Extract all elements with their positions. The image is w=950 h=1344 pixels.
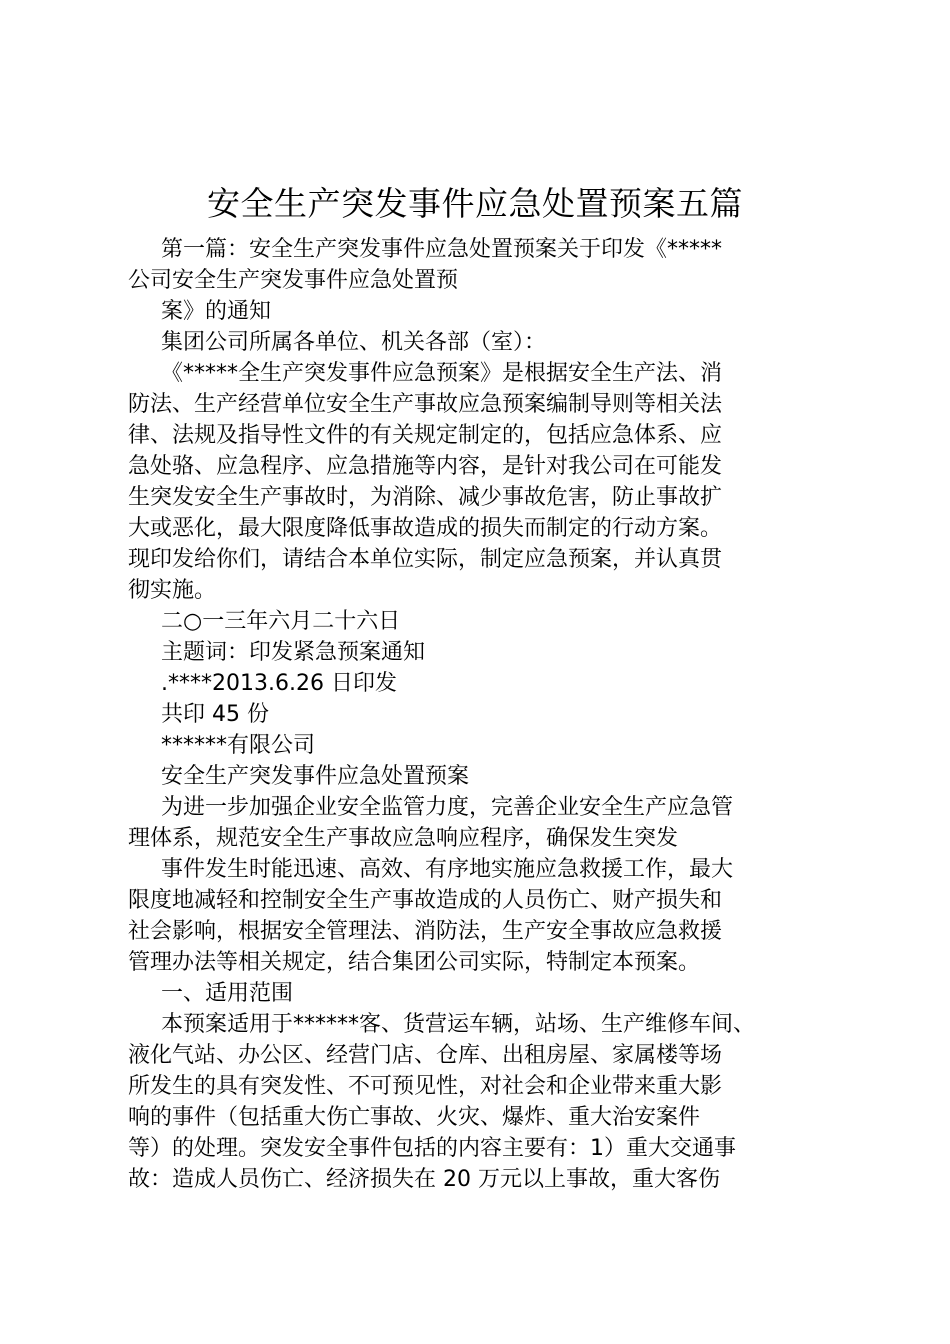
paragraph-line: 现印发给你们，请结合本单位实际，制定应急预案，并认真贯 xyxy=(128,547,723,572)
paragraph-line: 急处骆、应急程序、应急措施等内容，是针对我公司在可能发 xyxy=(128,454,723,479)
paragraph-line: 公司安全生产突发事件应急处置预 xyxy=(128,268,459,293)
paragraph-line: 第一篇：安全生产突发事件应急处置预案关于印发《***** xyxy=(161,237,723,262)
paragraph-line: 彻实施。 xyxy=(128,578,217,603)
paragraph-line: 液化气站、办公区、经营门店、仓库、出租房屋、家属楼等场 xyxy=(128,1043,723,1068)
paragraph-line: 理体系，规范安全生产事故应急响应程序，确保发生突发 xyxy=(128,826,679,851)
paragraph-line: 一、适用范围 xyxy=(161,981,294,1006)
paragraph-line: 响的事件（包括重大伤亡事故、火灾、爆炸、重大治安案件 xyxy=(128,1105,701,1130)
paragraph-line: 共印 45 份 xyxy=(161,702,269,727)
paragraph-line: 等）的处理。突发安全事件包括的内容主要有：1）重大交通事 xyxy=(128,1136,736,1161)
paragraph-line: ******有限公司 xyxy=(161,733,316,758)
paragraph-line: 所发生的具有突发性、不可预见性，对社会和企业带来重大影 xyxy=(128,1074,723,1099)
document-body xyxy=(128,234,838,1195)
paragraph-line: 大或恶化，最大限度降低事故造成的损失而制定的行动方案。 xyxy=(128,516,723,541)
paragraph-line: 本预案适用于******客、货营运车辆，站场、生产维修车间、 xyxy=(161,1012,756,1037)
paragraph-line: 案》的通知 xyxy=(161,299,272,324)
paragraph-line: 限度地减轻和控制安全生产事故造成的人员伤亡、财产损失和 xyxy=(128,888,723,913)
paragraph-line: 集团公司所属各单位、机关各部（室）： xyxy=(161,330,547,355)
paragraph-line: 生突发安全生产事故时，为消除、减少事故危害，防止事故扩 xyxy=(128,485,723,510)
paragraph-line: 安全生产突发事件应急处置预案 xyxy=(161,764,470,789)
paragraph-line: 事件发生时能迅速、高效、有序地实施应急救援工作，最大 xyxy=(161,857,734,882)
paragraph-line: 主题词：印发紧急预案通知 xyxy=(161,640,426,665)
paragraph-line: 《*****全生产突发事件应急预案》是根据安全生产法、消 xyxy=(161,361,723,386)
paragraph-line: .****2013.6.26 日印发 xyxy=(161,671,397,696)
paragraph-line: 管理办法等相关规定，结合集团公司实际，特制定本预案。 xyxy=(128,950,701,975)
paragraph-line: 社会影响，根据安全管理法、消防法，生产安全事故应急救援 xyxy=(128,919,723,944)
paragraph-line: 为进一步加强企业安全监管力度，完善企业安全生产应急管 xyxy=(161,795,734,820)
paragraph-line: 故：造成人员伤亡、经济损失在 20 万元以上事故，重大客伤 xyxy=(128,1167,720,1192)
paragraph-line: 防法、生产经营单位安全生产事故应急预案编制导则等相关法 xyxy=(128,392,723,417)
paragraph-line: 律、法规及指导性文件的有关规定制定的，包括应急体系、应 xyxy=(128,423,723,448)
paragraph-line: 二○一三年六月二十六日 xyxy=(161,609,401,634)
document-title: 安全生产突发事件应急处置预案五篇 xyxy=(207,184,743,223)
